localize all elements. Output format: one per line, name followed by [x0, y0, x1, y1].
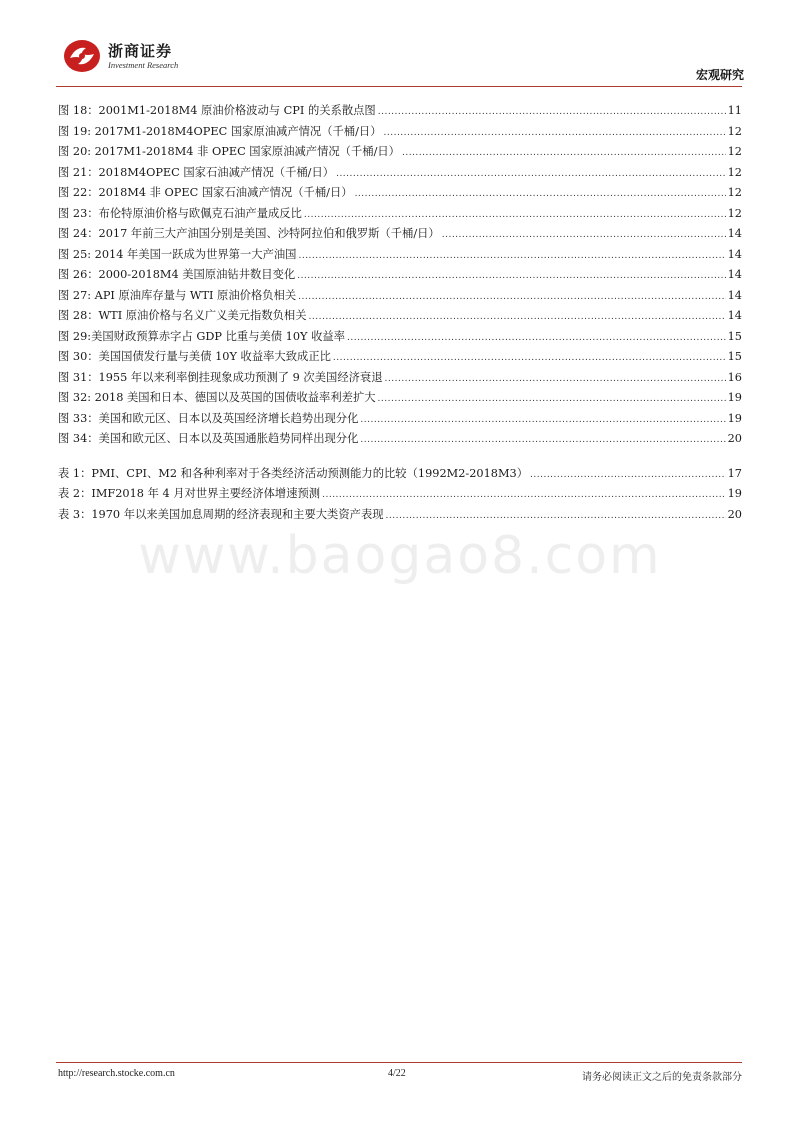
table-entry-label: 表 2：IMF2018 年 4 月对世界主要经济体增速预测: [58, 487, 321, 500]
figure-entry-page-number: 19: [727, 411, 742, 425]
figure-entry-label: 图 31：1955 年以来利率倒挂现象成功预测了 9 次美国经济衰退: [58, 370, 383, 384]
dot-leader: [298, 251, 725, 261]
figure-entry[interactable]: [58, 348, 742, 369]
table-list: [58, 465, 742, 527]
figure-entry-label: 图 28：WTI 原油价格与名义广义美元指数负相关: [58, 309, 307, 322]
figure-entry-page-number: 19: [727, 391, 742, 404]
dot-leader: [402, 148, 726, 158]
table-entry-page-number: 17: [727, 466, 742, 480]
dot-leader: [304, 210, 726, 220]
figure-entry[interactable]: [58, 143, 742, 164]
dot-leader: [378, 394, 726, 404]
page-number: 4/22: [388, 1068, 406, 1079]
table-entry-page-number: 20: [727, 507, 742, 521]
figure-entry-label: 图 26：2000-2018M4 美国原油钻井数目变化: [58, 268, 296, 281]
table-entry[interactable]: [58, 485, 742, 506]
figure-entry[interactable]: [58, 102, 742, 123]
figure-entry[interactable]: [58, 246, 742, 267]
figure-entry-label: 图 24：2017 年前三大产油国分别是美国、沙特阿拉伯和俄罗斯（千桶/日）: [58, 227, 440, 240]
dot-leader: [333, 353, 726, 363]
figure-entry-label: 图 21：2018M4OPEC 国家石油减产情况（千桶/日）: [58, 165, 335, 179]
footer-disclaimer: 请务必阅读正文之后的免责条款部分: [582, 1072, 742, 1083]
footer-url-link[interactable]: http://research.stocke.com.cn: [58, 1068, 175, 1079]
figure-entry-page-number: 14: [727, 247, 742, 261]
figure-entry-page-number: 14: [727, 227, 742, 240]
dot-leader: [347, 333, 726, 343]
header-divider: [56, 86, 742, 87]
dot-leader: [378, 107, 726, 117]
company-logo: [62, 36, 182, 76]
figure-entry-page-number: 11: [727, 104, 742, 117]
figure-entry-page-number: 14: [727, 309, 742, 322]
figure-entry-label: 图 18：2001M1-2018M4 原油价格波动与 CPI 的关系散点图: [58, 104, 376, 117]
dot-leader: [384, 128, 726, 138]
figure-entry-page-number: 15: [727, 329, 742, 343]
figure-entry-page-number: 14: [727, 268, 742, 281]
table-entry[interactable]: [58, 506, 742, 527]
figure-entry-label: 图 25: 2014 年美国一跃成为世界第一大产油国: [58, 247, 297, 261]
figure-list: [58, 102, 742, 451]
figure-entry-label: 图 22：2018M4 非 OPEC 国家石油减产情况（千桶/日）: [58, 186, 353, 199]
figure-entry[interactable]: [58, 307, 742, 328]
figure-entry[interactable]: [58, 164, 742, 185]
dot-leader: [336, 169, 726, 179]
figure-entry-label: 图 34：美国和欧元区、日本以及英国通胀趋势同样出现分化: [58, 432, 359, 445]
company-logo-icon: [62, 38, 102, 74]
dot-leader: [386, 511, 726, 521]
figure-entry-label: 图 19: 2017M1-2018M4OPEC 国家原油减产情况（千桶/日）: [58, 124, 382, 138]
dot-leader: [360, 415, 725, 425]
figure-entry-page-number: 12: [727, 206, 742, 220]
figure-entry[interactable]: [58, 410, 742, 431]
figure-entry-page-number: 15: [727, 350, 742, 363]
figure-entry[interactable]: [58, 389, 742, 410]
figure-entry-page-number: 12: [727, 145, 742, 158]
dot-leader: [360, 435, 725, 445]
list-spacer: [58, 451, 742, 465]
dot-leader: [530, 470, 726, 480]
figure-entry-page-number: 16: [727, 370, 742, 384]
figure-entry-label: 图 30：美国国债发行量与美债 10Y 收益率大致成正比: [58, 350, 331, 363]
footer-divider: [56, 1062, 742, 1063]
table-entry-label: 表 3：1970 年以来美国加息周期的经济表现和主要大类资产表现: [58, 507, 384, 521]
figure-entry[interactable]: [58, 328, 742, 349]
figure-entry-page-number: 20: [727, 432, 742, 445]
figure-entry-label: 图 20: 2017M1-2018M4 非 OPEC 国家原油减产情况（千桶/日）: [58, 145, 400, 158]
dot-leader: [355, 189, 726, 199]
table-entry[interactable]: [58, 465, 742, 486]
dot-leader: [297, 271, 725, 281]
figure-entry[interactable]: [58, 123, 742, 144]
figure-entry[interactable]: [58, 266, 742, 287]
figure-entry[interactable]: [58, 369, 742, 390]
dot-leader: [298, 292, 726, 302]
figure-entry-page-number: 12: [727, 165, 742, 179]
figure-entry-page-number: 12: [727, 186, 742, 199]
figure-entry-label: 图 32: 2018 美国和日本、德国以及英国的国债收益率利差扩大: [58, 391, 376, 404]
logo-english-name: Investment Research: [108, 60, 179, 70]
dot-leader: [322, 490, 726, 500]
list-of-figures: [58, 102, 742, 526]
figure-entry[interactable]: [58, 184, 742, 205]
table-entry-label: 表 1：PMI、CPI、M2 和各种利率对于各类经济活动预测能力的比较（1992M2-2018M3）: [58, 466, 529, 480]
figure-entry[interactable]: [58, 287, 742, 308]
figure-entry[interactable]: [58, 205, 742, 226]
watermark: www.baogao8.com: [138, 526, 662, 586]
figure-entry-label: 图 33：美国和欧元区、日本以及英国经济增长趋势出现分化: [58, 411, 359, 425]
figure-entry-page-number: 12: [727, 124, 742, 138]
page-header: [0, 0, 800, 90]
section-title: 宏观研究: [695, 68, 744, 82]
figure-entry-label: 图 23：布伦特原油价格与欧佩克石油产量成反比: [58, 206, 302, 220]
figure-entry[interactable]: [58, 225, 742, 246]
figure-entry-label: 图 27: API 原油库存量与 WTI 原油价格负相关: [58, 288, 297, 302]
table-entry-page-number: 19: [727, 487, 742, 500]
dot-leader: [309, 312, 726, 322]
logo-chinese-name: 浙商证券: [108, 42, 173, 60]
figure-entry[interactable]: [58, 430, 742, 451]
figure-entry-page-number: 14: [727, 288, 742, 302]
dot-leader: [442, 230, 726, 240]
figure-entry-label: 图 29:美国财政预算赤字占 GDP 比重与美债 10Y 收益率: [58, 329, 345, 343]
dot-leader: [385, 374, 726, 384]
